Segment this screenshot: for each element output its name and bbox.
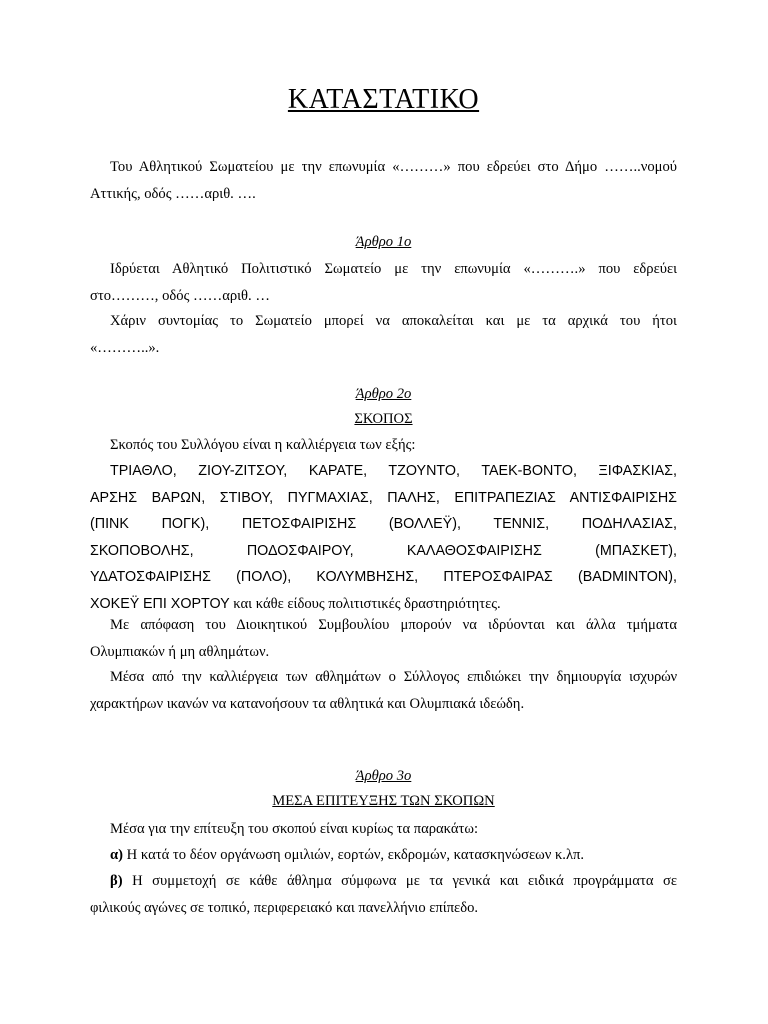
article-2-paragraph-3	[90, 612, 677, 665]
item-a-label: α)	[110, 847, 124, 863]
article-3-heading: Άρθρο 3ο	[355, 768, 412, 784]
sports-last-rest: και κάθε είδους πολιτιστικές δραστηριότητες.	[229, 595, 501, 612]
intro-line-2: Αττικής, οδός ……αριθ. ….	[90, 185, 256, 202]
article-1-paragraph-2	[90, 308, 677, 361]
article-2-subheading: ΣΚΟΠΟΣ	[354, 411, 413, 427]
sports-line: (ΠΙΝΚ ΠΟΓΚ), ΠΕΤΟΣΦΑΙΡΙΣΗΣ (ΒΟΛΛΕΫ), ΤΕΝΝΙΣ, ΠΟΔΗΛΑΣΙΑΣ,	[90, 516, 677, 532]
document-title: ΚΑΤΑΣΤΑΤΙΚΟ	[287, 84, 480, 115]
item-b-label: β)	[110, 873, 123, 889]
article-3-item-b	[90, 868, 677, 921]
article-3-paragraph-1	[90, 816, 677, 843]
article-3-item-a	[90, 842, 677, 869]
sports-list	[90, 458, 677, 617]
article-3-subheading: ΜΕΣΑ ΕΠΙΤΕΥΞΗΣ ΤΩΝ ΣΚΟΠΩΝ	[272, 793, 495, 809]
sports-line: ΣΚΟΠΟΒΟΛΗΣ, ΠΟΔΟΣΦΑΙΡΟΥ, ΚΑΛΑΘΟΣΦΑΙΡΙΣΗΣ (ΜΠΑΣΚΕΤ),	[90, 542, 677, 559]
article-1-heading: Άρθρο 1ο	[355, 234, 412, 250]
item-b-text-line-2: φιλικούς αγώνες σε τοπικό, περιφερειακό και πανελλήνιο επίπεδο.	[90, 899, 479, 916]
sports-line: ΥΔΑΤΟΣΦΑΙΡΙΣΗΣ (ΠΟΛΟ), ΚΟΛΥΜΒΗΣΗΣ, ΠΤΕΡΟΣΦΑΙΡΑΣ (BADMINTON),	[90, 569, 677, 585]
article-2-paragraph-1	[90, 432, 677, 459]
article-2-p4-line-2: χαρακτήρων ικανών να κατανοήσουν τα αθλητικά και Ολυμπιακά ιδεώδη.	[90, 695, 525, 712]
item-b-text-line-1: Η συμμετοχή σε κάθε άθλημα σύμφωνα με τα γενικά και ειδικά προγράμματα σε	[122, 873, 677, 889]
article-2-heading: Άρθρο 2ο	[355, 386, 412, 402]
item-a-text: Η κατά το δέον οργάνωση ομιλιών, εορτών, εκδρομών, κατασκηνώσεων κ.λπ.	[123, 847, 585, 863]
sports-last-caps: ΧΟΚΕΫ ΕΠΙ ΧΟΡΤΟΥ	[90, 595, 230, 612]
article-1-paragraph-1	[90, 256, 677, 309]
article-2-p4-line-1: Μέσα από την καλλιέργεια των αθλημάτων ο Σύλλογος επιδιώκει την δημιουργία ισχυρών	[110, 669, 677, 685]
article-1-p2-line-2: «………..».	[90, 339, 160, 356]
article-2-p1-text: Σκοπός του Συλλόγου είναι η καλλιέργεια των εξής:	[110, 437, 416, 453]
article-1-p2-line-1: Χάριν συντομίας το Σωματείο μπορεί να αποκαλείται και με τα αρχικά του ήτοι	[110, 313, 677, 329]
article-1-p1-line-1: Ιδρύεται Αθλητικό Πολιτιστικό Σωματείο με την επωνυμία «……….» που εδρεύει	[110, 261, 677, 277]
article-1-p1-line-2: στο………, οδός ……αριθ. …	[90, 287, 270, 304]
article-2-p3-line-2: Ολυμπιακών ή μη αθλημάτων.	[90, 643, 270, 660]
sports-line: ΤΡΙΑΘΛΟ, ΖΙΟΥ-ΖΙΤΣΟΥ, ΚΑΡΑΤΕ, ΤΖΟΥΝΤΟ, ΤΑΕΚ-ΒΟΝΤΟ, ΞΙΦΑΣΚΙΑΣ,	[110, 463, 677, 479]
article-2-paragraph-4	[90, 664, 677, 717]
article-3-p1-text: Μέσα για την επίτευξη του σκοπού είναι κυρίως τα παρακάτω:	[110, 821, 479, 837]
sports-line: ΑΡΣΗΣ ΒΑΡΩΝ, ΣΤΙΒΟΥ, ΠΥΓΜΑΧΙΑΣ, ΠΑΛΗΣ, ΕΠΙΤΡΑΠΕΖΙΑΣ ΑΝΤΙΣΦΑΙΡΙΣΗΣ	[90, 489, 677, 506]
intro-line-1: Του Αθλητικού Σωματείου με την επωνυμία «………» που εδρεύει στο Δήμο ……..νομού	[110, 159, 677, 175]
article-2-p3-line-1: Με απόφαση του Διοικητικού Συμβουλίου μπορούν να ιδρύονται και άλλα τμήματα	[110, 617, 677, 633]
intro-paragraph	[90, 154, 677, 207]
